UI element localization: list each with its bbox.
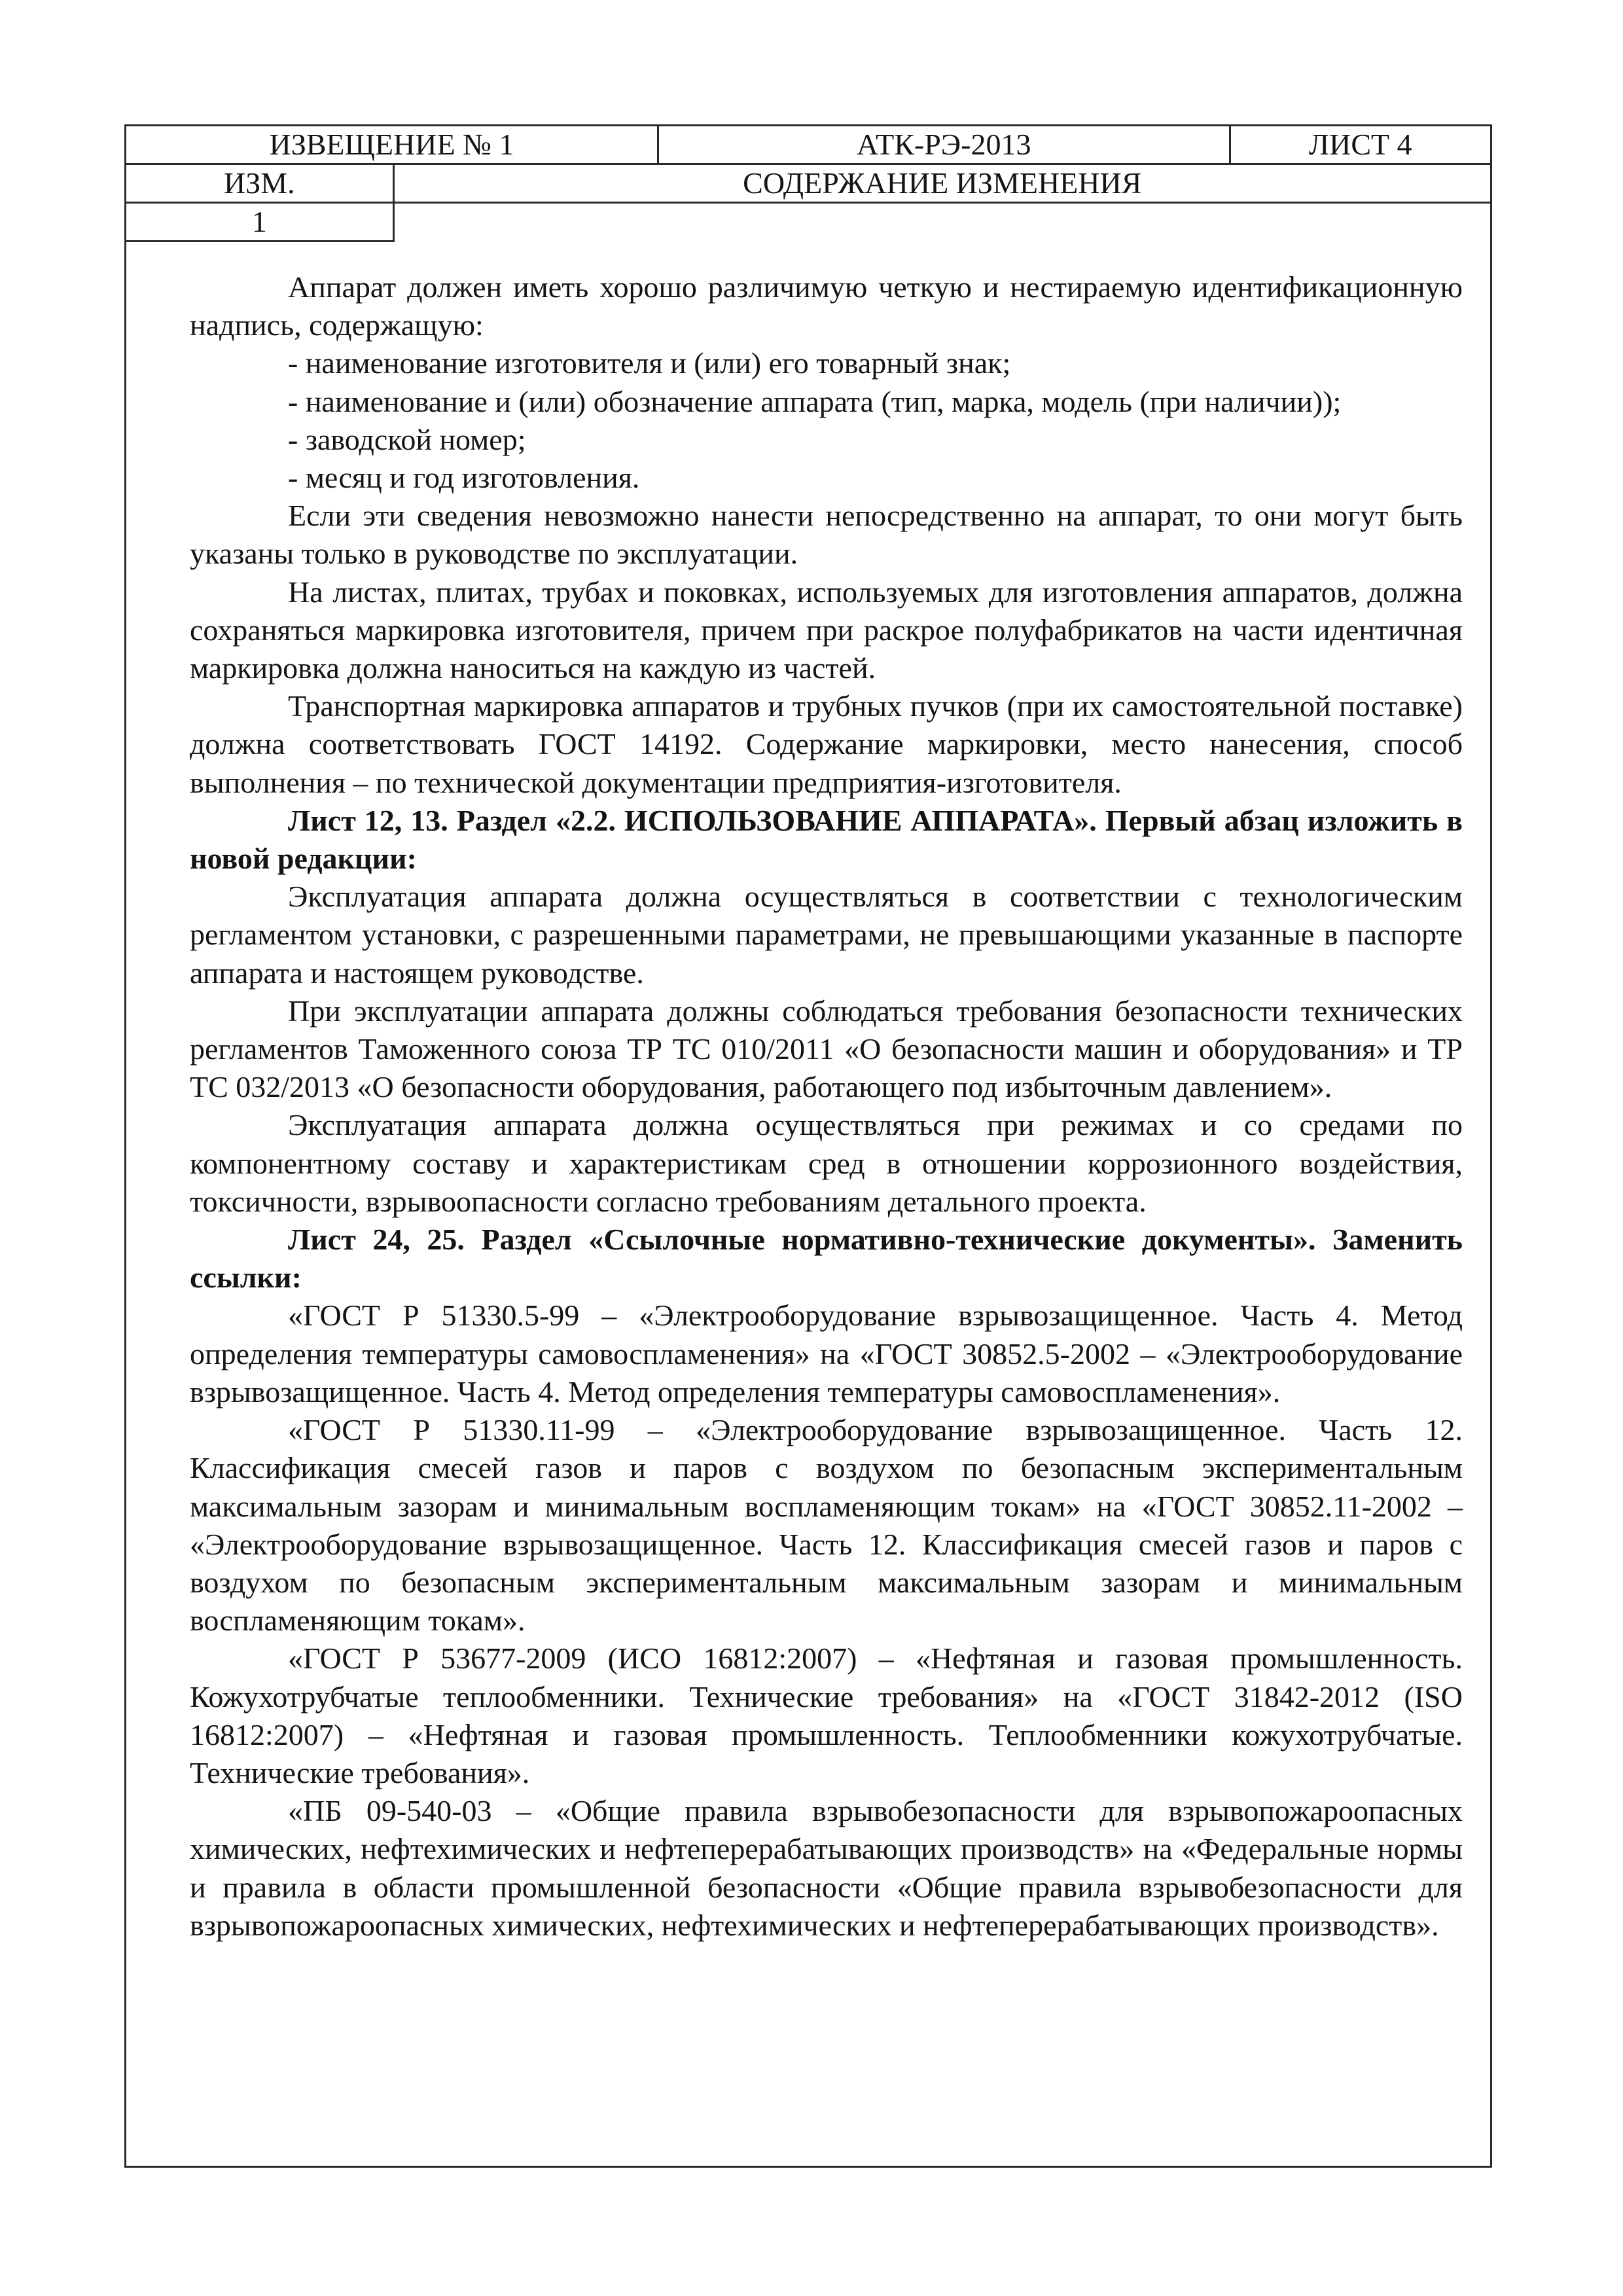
list-item: - наименование изготовителя и (или) его товарный знак; [288,346,1011,380]
paragraph-usage-1: Эксплуатация аппарата должна осуществляться в соответствии с технологическим регламентом установки, с разрешенными параметрами, не превышающими указанные в паспорте аппарата и настоящем руководстве. [190,880,1463,990]
header-table [124,124,1492,242]
paragraph-materials: На листах, плитах, трубах и поковках, используемых для изготовления аппаратов, должна сохраняться маркировка изготовителя, причем при раскрое полуфабрикатов на части идентичная маркировка должна наноситься на каждую из частей. [190,575,1463,685]
content-column-header: СОДЕРЖАНИЕ ИЗМЕНЕНИЯ [393,164,1491,203]
paragraph-usage-3: Эксплуатация аппарата должна осуществляться при режимах и со средами по компонентному составу и характеристикам сред в отношении коррозионного воздействия, токсичности, взрывоопасности согласно требованиям детального проекта. [190,1108,1463,1218]
header-row-columns [126,164,1491,203]
paragraph-usage-2: При эксплуатации аппарата должны соблюдаться требования безопасности технических регламентов Таможенного союза ТР ТС 010/2011 «О безопасности машин и оборудования» и ТР ТС 032/2013 «О безопасности оборудования, работающего под избыточным давлением». [190,994,1463,1104]
change-number-cell: 1 [126,203,394,242]
change-column-header: ИЗМ. [126,164,394,203]
document-code-cell: АТК-РЭ-2013 [658,126,1230,164]
paragraph-marking-manual: Если эти сведения невозможно нанести непосредственно на аппарат, то они могут быть указаны только в руководстве по эксплуатации. [190,499,1463,571]
header-row-title [126,126,1491,164]
sheet-cell: ЛИСТ 4 [1230,126,1491,164]
paragraph-marking-intro: Аппарат должен иметь хорошо различимую четкую и нестираемую идентификационную надпись, содержащую: [190,270,1463,342]
paragraph-reference-2: «ГОСТ Р 51330.11-99 – «Электрооборудование взрывозащищенное. Часть 12. Классификация смесей газов и паров с воздухом по безопасным экспериментальным максимальным зазорам и минимальным воспламеняющим токам» на «ГОСТ 30852.11-2002 – «Электрооборудование взрывозащищенное. Часть 12. Классификация смесей газов и паров с воздухом по безопасным экспериментальным максимальным зазорам и минимальным воспламеняющим токам». [190,1413,1463,1638]
list-item: - наименование и (или) обозначение аппарата (тип, марка, модель (при наличии)); [288,384,1342,418]
notice-cell: ИЗВЕЩЕНИЕ № 1 [126,126,658,164]
paragraph-reference-1: «ГОСТ Р 51330.5-99 – «Электрооборудование взрывозащищенное. Часть 4. Метод определения температуры самовоспламенения» на «ГОСТ 30852.5-2002 – «Электрооборудование взрывозащищенное. Часть 4. Метод определения температуры самовоспламенения». [190,1299,1463,1408]
list-item: - заводской номер; [288,422,526,456]
paragraph-reference-3: «ГОСТ Р 53677-2009 (ИСО 16812:2007) – «Нефтяная и газовая промышленность. Кожухотрубчатые теплообменники. Технические требования» на «ГОСТ 31842-2012 (ISO 16812:2007) – «Нефтяная и газовая промышленность. Теплообменники кожухотрубчатые. Технические требования». [190,1641,1463,1789]
change-content [190,268,1463,1945]
paragraph-transport: Транспортная маркировка аппаратов и трубных пучков (при их самостоятельной поставке) должна соответствовать ГОСТ 14192. Содержание маркировки, место нанесения, способ выполнения – по технической документации предприятия-изготовителя. [190,689,1463,799]
heading-usage-section: Лист 12, 13. Раздел «2.2. ИСПОЛЬЗОВАНИЕ АППАРАТА». Первый абзац изложить в новой редакции: [190,803,1463,876]
list-item: - месяц и год изготовления. [288,461,640,495]
paragraph-reference-4: «ПБ 09-540-03 – «Общие правила взрывобезопасности для взрывопожароопасных химических, нефтехимических и нефтеперерабатывающих производств» на «Федеральные нормы и правила в области промышленной безопасности «Общие правила взрывобезопасности для взрывопожароопасных химических, нефтехимических и нефтеперерабатывающих производств». [190,1794,1463,1942]
empty-cell [393,203,1491,242]
marking-list [190,344,1463,497]
heading-references-section: Лист 24, 25. Раздел «Ссылочные нормативно-технические документы». Заменить ссылки: [190,1223,1463,1295]
header-row-number [126,203,1491,242]
